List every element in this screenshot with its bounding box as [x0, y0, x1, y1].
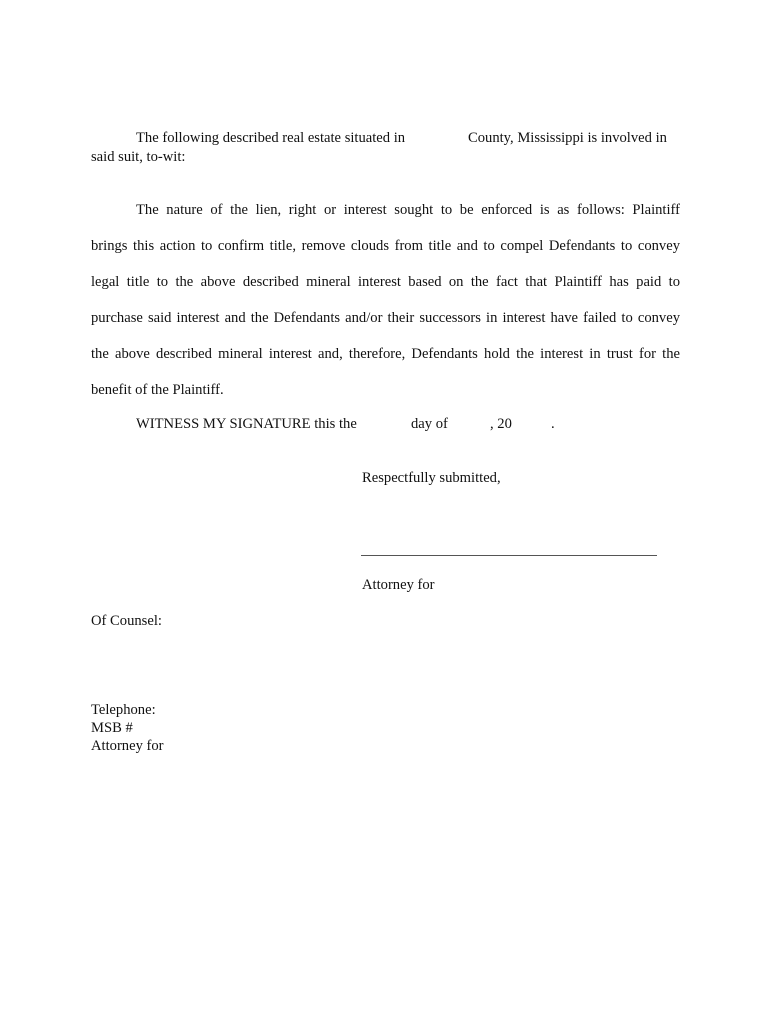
- witness-day-of: day of: [411, 416, 448, 432]
- witness-year: , 20: [490, 416, 512, 432]
- witness-period: .: [551, 416, 555, 432]
- property-intro-text: The following described real estate situated in: [136, 130, 406, 146]
- nature-line-2: brings this action to confirm title, remove clouds from title and to compel Defendants to convey: [91, 238, 680, 254]
- property-continuation: said suit, to-wit:: [91, 149, 186, 165]
- closing-text: Respectfully submitted,: [362, 470, 501, 486]
- of-counsel-label: Of Counsel:: [91, 613, 162, 629]
- signature-line: [361, 555, 657, 556]
- nature-line-5: the above described mineral interest and, therefore, Defendants hold the interest in trust for the: [91, 346, 680, 362]
- nature-line-6: benefit of the Plaintiff.: [91, 382, 224, 398]
- witness-label: WITNESS MY SIGNATURE this the: [136, 416, 357, 432]
- telephone-label: Telephone:: [91, 702, 156, 718]
- attorney-for-label: Attorney for: [362, 577, 435, 593]
- county-text: County, Mississippi is involved in: [468, 130, 667, 146]
- counsel-attorney-for-label: Attorney for: [91, 738, 164, 754]
- nature-line-4: purchase said interest and the Defendants and/or their successors in interest have failed to convey: [91, 310, 680, 326]
- nature-line-1: The nature of the lien, right or interest sought to be enforced is as follows: Plaintiff: [136, 202, 680, 218]
- nature-line-3: legal title to the above described mineral interest based on the fact that Plaintiff has paid to: [91, 274, 680, 290]
- msb-label: MSB #: [91, 720, 133, 736]
